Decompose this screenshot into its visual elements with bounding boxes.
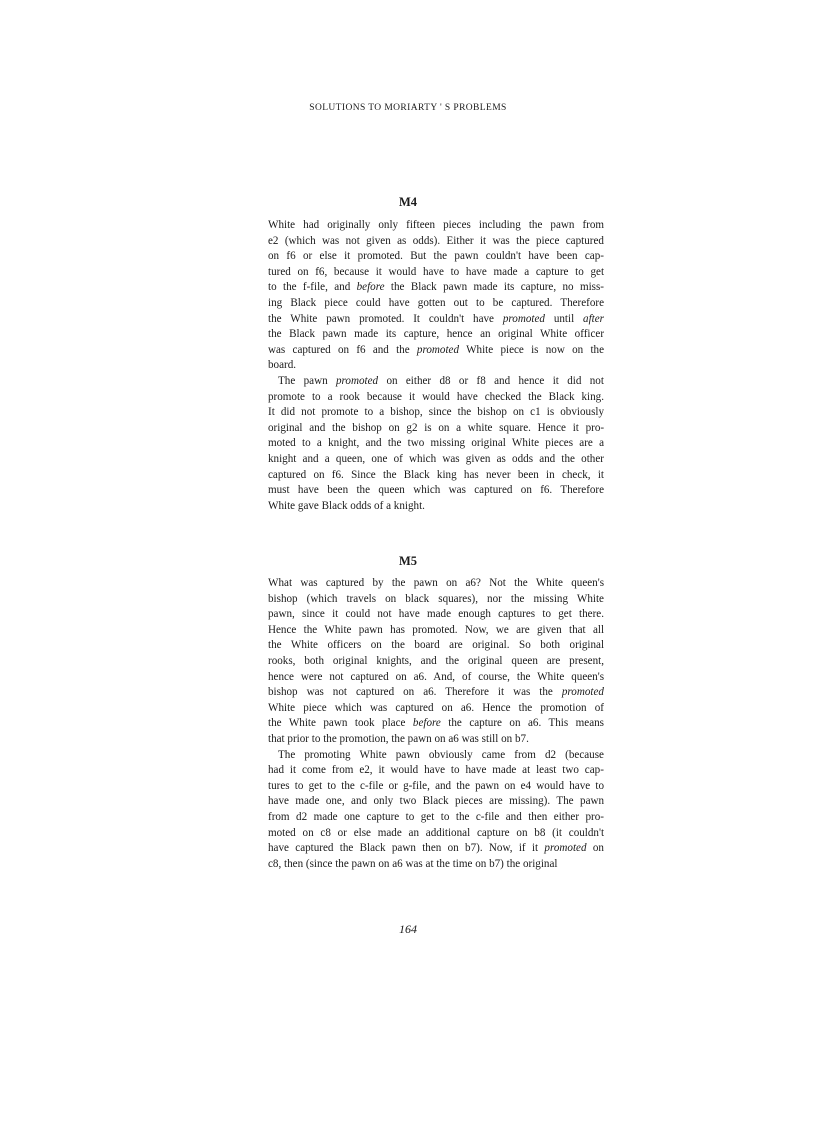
text-line: c8, then (since the pawn on a6 was at the time on b7) the original — [268, 857, 558, 870]
text-line: pawn, since it could not have made enough captures to get there. — [268, 608, 604, 621]
text-line: board. — [268, 359, 297, 372]
text-line: e2 (which was not given as odds). Either it was the piece captured — [268, 234, 604, 247]
text-line: tures to get to the c-file or g-file, and the pawn on e4 would have to — [268, 779, 605, 792]
text-line: What was captured by the pawn on a6? Not the White queen's — [268, 577, 605, 589]
text-line: to the f-file, and before the Black pawn made its capture, no miss- — [268, 281, 604, 294]
text-line: the Black pawn made its capture, hence an original White officer — [268, 328, 605, 341]
text-line: knight and a queen, one of which was given as odds and the other — [268, 452, 604, 465]
text-line: moted to a knight, and the two missing original White pieces are a — [268, 437, 605, 450]
text-line: bishop was not captured on a6. Therefore it was the promoted — [268, 686, 604, 699]
text-line: the White pawn promoted. It couldn't have promoted until after — [268, 312, 604, 325]
text-line: hence were not captured on a6. And, of course, the White queen's — [268, 670, 605, 683]
text-line: was captured on f6 and the promoted White piece is now on the — [268, 343, 605, 356]
text-line: promote to a rook because it would have checked the Black king. — [268, 390, 604, 403]
section-heading-m5: M5 — [398, 554, 418, 568]
page-number: 164 — [399, 922, 417, 936]
text-line: tured on f6, because it would have to have made a capture to get — [268, 265, 605, 278]
paragraph — [268, 374, 604, 514]
text-line: had it come from e2, it would have to have made at least two cap- — [268, 764, 604, 777]
text-line: captured on f6. Since the Black king has never been in check, it — [268, 468, 604, 481]
text-line: rooks, both original knights, and the original queen are present, — [268, 654, 604, 667]
text-line: original and the bishop on g2 is on a white square. Hence it pro- — [268, 421, 605, 434]
text-line: White had originally only fifteen pieces including the pawn from — [268, 219, 605, 231]
text-line: moted on c8 or else made an additional capture on b8 (it couldn't — [268, 826, 605, 839]
text-line: have made one, and only two Black pieces are missing). The pawn — [268, 795, 605, 808]
text-line: from d2 made one capture to get to the c-file and then either pro- — [268, 810, 604, 823]
paragraph — [268, 576, 604, 748]
paragraph — [268, 218, 604, 374]
text-line: the White pawn took place before the capture on a6. This means — [268, 717, 604, 730]
text-line: must have been the queen which was captured on f6. Therefore — [268, 484, 605, 497]
text-line: that prior to the promotion, the pawn on a6 was still on b7. — [268, 732, 529, 745]
text-line: Hence the White pawn has promoted. Now, we are given that all — [268, 623, 605, 636]
section-body-m4 — [268, 218, 604, 514]
running-head: SOLUTIONS TO MORIARTY ' S PROBLEMS — [309, 103, 507, 113]
text-line: the White officers on the board are original. So both original — [268, 639, 605, 652]
section-body-m5 — [268, 576, 604, 872]
text-line: White gave Black odds of a knight. — [268, 499, 425, 512]
text-line: White piece which was captured on a6. Hence the promotion of — [268, 701, 604, 714]
text-line: have captured the Black pawn then on b7). Now, if it promoted on — [268, 842, 604, 855]
text-line: The pawn promoted on either d8 or f8 and hence it did not — [278, 374, 604, 387]
text-line: The promoting White pawn obviously came from d2 (because — [278, 748, 604, 761]
text-line: bishop (which travels on black squares), nor the missing White — [268, 592, 604, 605]
paragraph — [268, 748, 604, 873]
text-line: ing Black piece could have gotten out to be captured. Therefore — [268, 296, 605, 309]
section-heading-m4: M4 — [398, 195, 418, 209]
text-line: on f6 or else it promoted. But the pawn couldn't have been cap- — [268, 250, 604, 263]
text-line: It did not promote to a bishop, since the bishop on c1 is obviously — [268, 406, 605, 419]
